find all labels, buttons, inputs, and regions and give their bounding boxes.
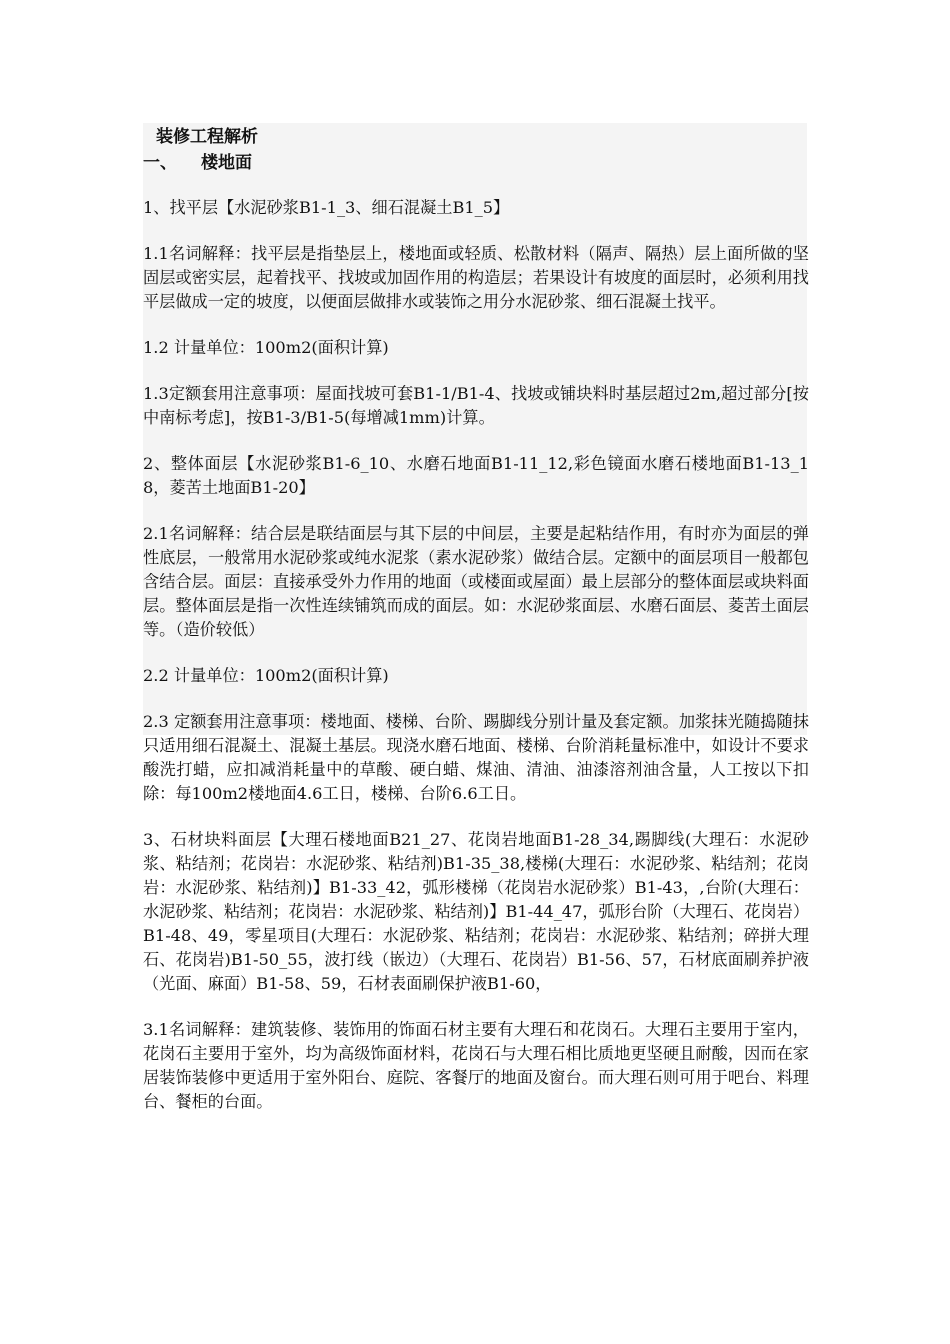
paragraph-1-3: 1.3定额套用注意事项：屋面找坡可套B1-1/B1-4、找坡或铺块料时基层超过2m,超过部分[按中南标考虑]，按B1-3/B1-5(每增减1mm)计算。 <box>143 384 809 427</box>
paragraph-2-1: 2.1名词解释：结合层是联结面层与其下层的中间层，主要是起粘结作用，有时亦为面层的弹性底层，一般常用水泥砂浆或纯水泥浆（素水泥砂浆）做结合层。定额中的面层项目一般都包含结合层。面层：直接承受外力作用的地面（或楼面或屋面）最上层部分的整体面层或块料面层。整体面层是指一次性连续铺筑而成的面层。如：水泥砂浆面层、水磨石面层、菱苦土面层等。（造价较低） <box>143 524 809 639</box>
document-body <box>143 124 809 1114</box>
section-title: 楼地面 <box>201 153 252 173</box>
section-heading <box>143 150 809 176</box>
paragraph-3: 3、石材块料面层【大理石楼地面B21_27、花岗岩地面B1-28_34,踢脚线(大理石：水泥砂浆、粘结剂；花岗岩：水泥砂浆、粘结剂)B1-35_38,楼梯(大理石：水泥砂浆、粘结剂；花岗岩：水泥砂浆、粘结剂)】B1-33_42，弧形楼梯（花岗岩水泥砂浆）B1-43，,台阶(大理石：水泥砂浆、粘结剂；花岗岩：水泥砂浆、粘结剂)】B1-44_47，弧形台阶（大理石、花岗岩）B1-48、49，零星项目(大理石：水泥砂浆、粘结剂；花岗岩：水泥砂浆、粘结剂；碎拼大理石、花岗岩)B1-50_55，波打线（嵌边）（大理石、花岗岩）B1-56、57，石材底面刷养护液（光面、麻面）B1-58、59，石材表面刷保护液B1-60， <box>143 830 810 993</box>
paragraph-2-3: 2.3 定额套用注意事项：楼地面、楼梯、台阶、踢脚线分别计量及套定额。加浆抹光随捣随抹只适用细石混凝土、混凝土基层。现浇水磨石地面、楼梯、台阶消耗量标准中，如设计不要求酸洗打蜡，应扣减消耗量中的草酸、硬白蜡、煤油、清油、油漆溶剂油含量，人工按以下扣除：每100m2楼地面4.6工日，楼梯、台阶6.6工日。 <box>143 712 809 803</box>
paragraph-1: 1、找平层【水泥砂浆B1-1_3、细石混凝土B1_5】 <box>143 198 510 217</box>
paragraph-2: 2、整体面层【水泥砂浆B1-6_10、水磨石地面B1-11_12,彩色镜面水磨石楼地面B1-13_18，菱苦土地面B1-20】 <box>143 454 809 497</box>
paragraph-1-1: 1.1名词解释：找平层是指垫层上，楼地面或轻质、松散材料（隔声、隔热）层上面所做的坚固层或密实层，起着找平、找坡或加固作用的构造层；若果设计有坡度的面层时，必须利用找平层做成一定的坡度，以便面层做排水或装饰之用分水泥砂浆、细石混凝土找平。 <box>143 244 809 311</box>
paragraph-3-1: 3.1名词解释：建筑装修、装饰用的饰面石材主要有大理石和花岗石。大理石主要用于室内，花岗石主要用于室外，均为高级饰面材料，花岗石与大理石相比质地更坚硬且耐酸，因而在家居装饰装修中更适用于室外阳台、庭院、客餐厅的地面及窗台。而大理石则可用于吧台、料理台、餐柜的台面。 <box>143 1020 809 1111</box>
document-title: 装修工程解析 <box>156 127 258 147</box>
paragraph-2-2: 2.2 计量单位：100m2(面积计算) <box>143 666 389 685</box>
paragraph-1-2: 1.2 计量单位：100m2(面积计算) <box>143 338 389 357</box>
section-number: 一、 <box>143 153 177 173</box>
